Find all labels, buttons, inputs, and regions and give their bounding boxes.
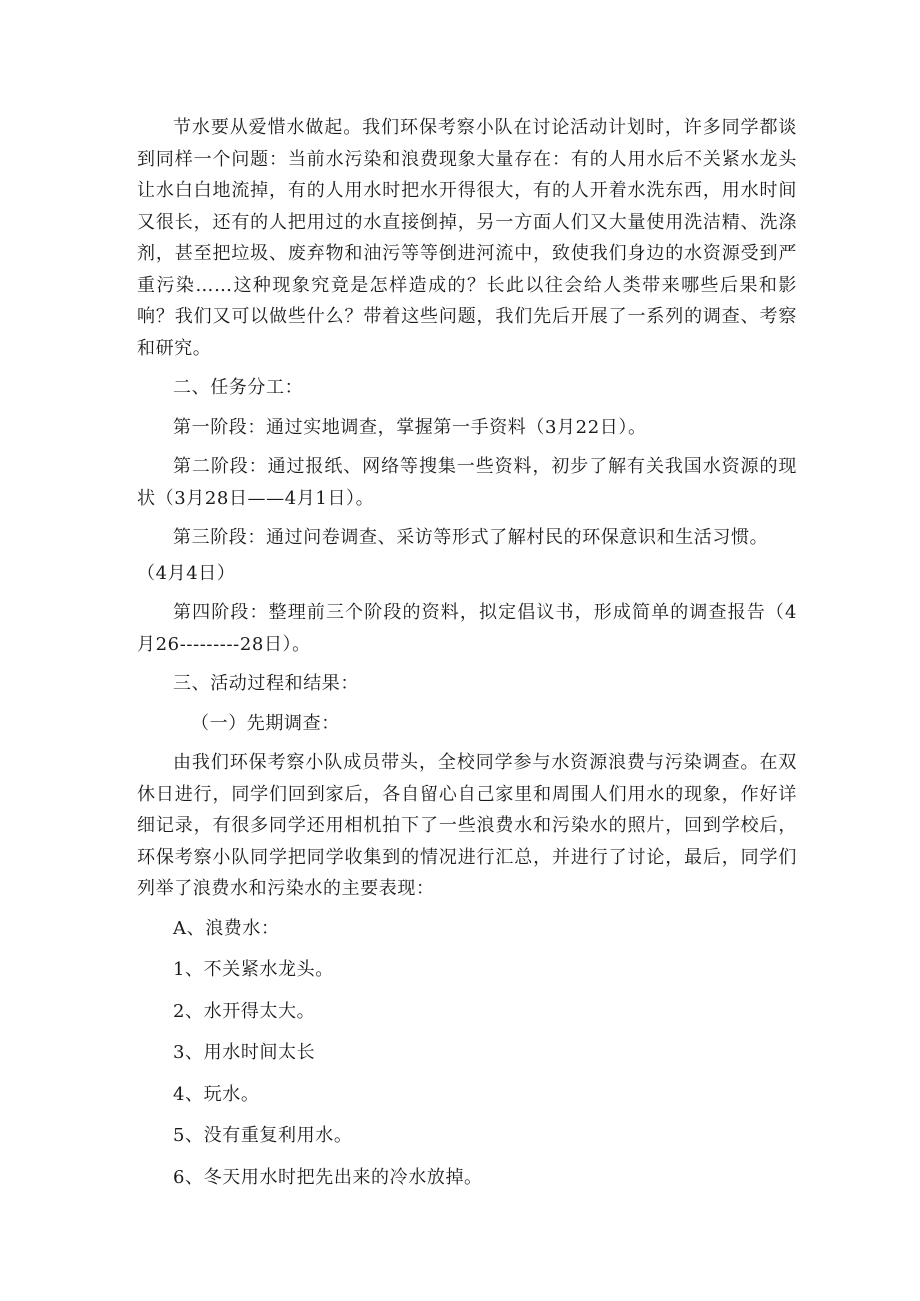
section-heading-process-results: 三、活动过程和结果： <box>173 673 359 694</box>
intro-paragraph: 节水要从爱惜水做起。我们环保考察小队在讨论活动计划时，许多同学都谈到同样一个问题：当前水污染和浪费现象大量存在：有的人用水后不关紧水龙头让水白白地流掉，有的人用水时把水开得很大，有的人开着水洗东西，用水时间又很长，还有的人把用过的水直接倒掉，另一方面人们又大量使用洗洁精、洗涤剂，甚至把垃圾、废弃物和油污等等倒进河流中，致使我们身边的水资源受到严重污染……这种现象究竟是怎样造成的？长此以往会给人类带来哪些后果和影响？我们又可以做些什么？带着这些问题，我们先后开展了一系列的调查、考察和研究。 <box>137 117 797 359</box>
survey-paragraph: 由我们环保考察小队成员带头，全校同学参与水资源浪费与污染调查。在双休日进行，同学们回到家后，各自留心自己家里和周围人们用水的现象，作好详细记录，有很多同学还用相机拍下了一些浪费水和污染水的照片，回到学校后，环保考察小队同学把同学收集到的情况进行汇总，并进行了讨论，最后，同学们列举了浪费水和污染水的主要表现： <box>137 752 797 899</box>
list-item: 5、没有重复利用水。 <box>173 1125 353 1146</box>
list-item: 3、用水时间太长 <box>173 1042 316 1063</box>
list-item: 6、冬天用水时把先出来的冷水放掉。 <box>173 1166 483 1188</box>
stage-1-paragraph: 第一阶段：通过实地调查，掌握第一手资料（3月22日）。 <box>173 416 647 438</box>
document-page <box>137 112 797 1203</box>
list-item: 1、不关紧水龙头。 <box>173 959 334 980</box>
stage-3-paragraph: 第三阶段：通过问卷调查、采访等形式了解村民的环保意识和生活习惯。 <box>173 527 769 548</box>
subsection-heading-preliminary-survey: （一）先期调查： <box>191 712 340 734</box>
list-item: 4、玩水。 <box>173 1083 260 1105</box>
stage-2-paragraph: 第二阶段：通过报纸、网络等搜集一些资料，初步了解有关我国水资源的现状（3月28日——4月1日）。 <box>137 456 797 509</box>
stage-4-paragraph: 第四阶段：整理前三个阶段的资料，拟定倡议书，形成简单的调查报告（4月26---------28日）。 <box>137 602 797 655</box>
list-a-heading: A、浪费水： <box>173 917 280 939</box>
list-item: 2、水开得太大。 <box>173 1000 316 1022</box>
stage-3-date: （4月4日） <box>137 562 236 584</box>
section-heading-task-division: 二、任务分工： <box>173 377 304 398</box>
